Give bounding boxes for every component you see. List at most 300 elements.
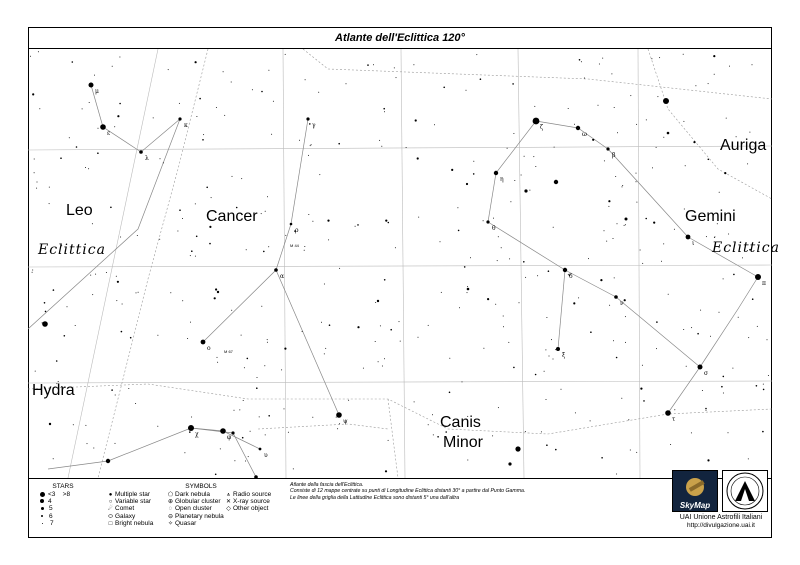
faint-star (653, 222, 655, 224)
faint-star (748, 337, 749, 338)
star-label: η (500, 176, 504, 183)
faint-star (153, 117, 154, 118)
faint-star (379, 140, 380, 141)
faint-star (195, 61, 197, 63)
faint-star (757, 326, 758, 327)
faint-star (457, 207, 458, 208)
faint-star (339, 268, 340, 269)
star (576, 126, 580, 130)
faint-star (642, 365, 643, 366)
star (515, 446, 520, 451)
faint-star (267, 196, 268, 197)
faint-star (449, 392, 451, 394)
boundary-line (28, 384, 772, 434)
faint-star (265, 434, 266, 435)
faint-star (355, 226, 356, 227)
faint-star (327, 220, 329, 222)
star (614, 295, 618, 299)
legend-row: ☄ Comet (107, 505, 135, 513)
faint-star (37, 182, 38, 183)
faint-star (35, 371, 36, 372)
faint-star (329, 324, 331, 326)
legend-symbols-title: SYMBOLS (185, 483, 217, 490)
faint-star (561, 389, 562, 390)
faint-star (234, 410, 235, 411)
faint-star (259, 416, 260, 417)
open-cluster-icon: ◌ (168, 506, 173, 513)
faint-star (534, 106, 535, 107)
faint-star (661, 261, 662, 262)
faint-star (85, 167, 86, 168)
faint-star (493, 218, 494, 219)
star-label: χ (195, 431, 199, 438)
faint-star (357, 326, 359, 328)
star (306, 117, 309, 120)
faint-star (396, 77, 397, 78)
org-url[interactable]: http://divulgazione.uai.it (687, 522, 755, 529)
star (89, 83, 94, 88)
faint-star (224, 115, 225, 116)
faint-star (756, 385, 758, 387)
planetary-nebula-icon: ⊖ (167, 513, 174, 520)
svg-text:SkyMap: SkyMap (679, 501, 711, 510)
faint-star (691, 327, 692, 328)
star (220, 428, 226, 434)
faint-star (304, 250, 305, 251)
faint-star (762, 431, 764, 433)
star-mag-icon (40, 499, 44, 503)
faint-star (590, 331, 592, 333)
faint-star (767, 339, 768, 340)
faint-star (384, 358, 385, 359)
faint-star (588, 258, 589, 259)
faint-star (217, 357, 218, 358)
star (188, 425, 194, 431)
star-label: α (280, 273, 285, 280)
faint-star (415, 119, 417, 121)
faint-star (656, 147, 657, 148)
map-notes (290, 482, 580, 501)
faint-star (49, 187, 50, 188)
star (625, 218, 628, 221)
faint-star (693, 141, 695, 143)
faint-star (645, 218, 647, 220)
legend-gt-label: >8 (62, 491, 71, 498)
star (217, 291, 219, 293)
legend-mag-row: 5 (38, 505, 88, 512)
star (274, 268, 278, 272)
notes-line: Le linee della griglia della Latitudine Eclittica sono distanti 5° una dall'altra (290, 494, 460, 501)
faint-star (170, 292, 171, 293)
faint-star (195, 256, 196, 257)
faint-star (708, 83, 709, 84)
faint-star (611, 73, 612, 74)
faint-star (622, 185, 623, 186)
faint-star (245, 461, 246, 462)
faint-star (187, 338, 188, 339)
uai-seal-logo (722, 470, 768, 512)
faint-star (241, 335, 242, 336)
faint-star (38, 51, 39, 52)
faint-star (82, 108, 83, 109)
boundary-line (388, 399, 398, 478)
faint-star (521, 175, 522, 176)
radio-source-icon: ⩚ (226, 492, 231, 498)
faint-star (513, 133, 514, 134)
faint-star (381, 146, 382, 147)
star-mag-icon (42, 523, 43, 524)
faint-star (592, 139, 594, 141)
faint-star (87, 443, 88, 444)
faint-star (191, 250, 193, 252)
faint-star (707, 459, 709, 461)
faint-star (428, 325, 429, 326)
faint-star (285, 235, 286, 236)
faint-star (541, 431, 542, 432)
faint-star (247, 358, 249, 360)
faint-star (325, 348, 326, 349)
faint-stars-layer (30, 51, 769, 475)
faint-star (487, 298, 489, 300)
faint-star (312, 417, 313, 418)
leo-line (91, 85, 180, 152)
faint-star (659, 57, 660, 58)
faint-star (257, 377, 258, 378)
faint-star (385, 470, 387, 472)
faint-star (462, 381, 463, 382)
faint-star (375, 302, 376, 303)
star-label: γ (312, 122, 316, 129)
faint-star (726, 118, 727, 119)
faint-star (196, 236, 198, 238)
faint-star (318, 92, 319, 93)
faint-star (581, 61, 582, 62)
faint-star (551, 339, 552, 340)
faint-star (553, 359, 554, 360)
faint-star (380, 325, 381, 326)
faint-star (248, 456, 249, 457)
legend-mag-row: 4 (38, 498, 88, 505)
legend-row: ⊕ Globular cluster (167, 498, 221, 506)
legend-row: ⬠ Dark nebula (167, 491, 211, 498)
faint-star (643, 400, 645, 402)
faint-star (378, 361, 379, 362)
faint-star (199, 98, 201, 100)
star (524, 189, 527, 192)
faint-star (231, 82, 232, 83)
star (106, 459, 110, 463)
faint-star (92, 223, 93, 224)
faint-star (622, 186, 623, 187)
faint-star (367, 64, 369, 66)
globular-cluster-icon: ⊕ (167, 499, 174, 506)
telescope-icon (673, 471, 717, 511)
faint-star (73, 424, 74, 425)
notes-line: Consiste di 12 mappe centrate su punti di Longitudine Eclittica distanti 30° a partire dal Punto Gamma. (290, 488, 526, 495)
star-label: ρ (295, 227, 299, 234)
faint-star (600, 279, 602, 281)
faint-star (32, 93, 34, 95)
ecliptic-label-left: Eclittica (38, 242, 106, 258)
faint-star (710, 336, 711, 337)
faint-star (498, 407, 499, 408)
star (563, 268, 567, 272)
faint-star (535, 166, 536, 167)
faint-star (115, 443, 116, 444)
faint-star (243, 400, 244, 401)
faint-star (288, 432, 289, 433)
star (494, 171, 498, 175)
faint-star (44, 302, 46, 304)
faint-star (464, 266, 466, 268)
faint-star (49, 203, 50, 204)
faint-star (293, 468, 294, 469)
star (686, 235, 691, 240)
faint-star (72, 61, 74, 63)
faint-star (310, 145, 311, 146)
star-map[interactable] (28, 49, 772, 478)
grid-lon-line (401, 49, 405, 478)
star (290, 223, 293, 226)
faint-star (510, 201, 511, 202)
faint-star (56, 360, 58, 362)
faint-star (209, 243, 211, 245)
faint-star (67, 306, 68, 307)
leo-line (28, 119, 180, 329)
star (49, 423, 51, 425)
faint-star (748, 458, 749, 459)
faint-star (388, 440, 389, 441)
faint-star (614, 107, 615, 108)
star (556, 347, 560, 351)
faint-star (466, 183, 468, 185)
faint-star (584, 78, 585, 79)
deep-sky-label: M 67 (224, 349, 233, 354)
legend-symbols-col3 (224, 483, 294, 513)
faint-star (630, 450, 631, 451)
hydra-line (48, 428, 256, 477)
faint-star (728, 234, 729, 235)
faint-star (53, 458, 54, 459)
faint-star (546, 317, 547, 318)
faint-star (267, 342, 268, 343)
faint-star (651, 58, 652, 59)
faint-star (206, 187, 208, 189)
faint-star (256, 387, 258, 389)
faint-star (508, 342, 509, 343)
faint-star (36, 188, 37, 189)
star (201, 340, 206, 345)
faint-star (706, 236, 707, 237)
faint-star (85, 425, 86, 426)
faint-star (606, 241, 607, 242)
faint-star (385, 220, 387, 222)
faint-star (202, 139, 204, 141)
faint-star (749, 132, 750, 133)
faint-star (223, 71, 224, 72)
faint-star (32, 272, 33, 273)
faint-star (117, 115, 119, 117)
faint-star (604, 160, 605, 161)
legend-row: ⊖ Planetary nebula (167, 512, 224, 520)
faint-star (242, 437, 244, 439)
faint-star (628, 419, 629, 420)
faint-star (555, 349, 556, 350)
faint-star (674, 409, 675, 410)
faint-star (670, 444, 671, 445)
faint-star (209, 226, 211, 228)
faint-star (609, 305, 610, 306)
faint-star (268, 246, 269, 247)
star-label: β (612, 152, 616, 159)
faint-star (723, 376, 725, 378)
faint-star (418, 337, 419, 338)
faint-star (60, 157, 62, 159)
constellation-label-minor: Minor (443, 434, 484, 451)
gemini-line (668, 277, 758, 413)
faint-star (624, 299, 626, 301)
star (606, 147, 609, 150)
faint-star (97, 152, 99, 154)
star (554, 180, 558, 184)
faint-star (467, 292, 468, 293)
star-label: ψ (343, 418, 348, 425)
constellation-label-hydra: Hydra (32, 382, 75, 399)
faint-star (128, 388, 129, 389)
star (377, 300, 379, 302)
faint-star (700, 310, 701, 311)
constellation-label-auriga: Auriga (720, 137, 767, 154)
faint-star (674, 229, 675, 230)
faint-star (459, 307, 460, 308)
faint-star (683, 121, 684, 122)
faint-star (636, 173, 637, 174)
faint-star (30, 56, 31, 57)
faint-star (706, 410, 707, 411)
faint-star (217, 362, 218, 363)
faint-star (324, 284, 325, 285)
faint-star (346, 83, 347, 84)
faint-star (312, 221, 313, 222)
multiple-star-icon: ● (108, 492, 113, 498)
faint-star (601, 457, 603, 459)
faint-star (747, 163, 748, 164)
faint-star (115, 395, 116, 396)
faint-star (729, 66, 730, 67)
faint-star (122, 304, 123, 305)
faint-star (554, 147, 555, 148)
faint-star (69, 137, 70, 138)
faint-star (267, 339, 268, 340)
faint-star (466, 90, 467, 91)
faint-star (656, 321, 658, 323)
faint-star (467, 286, 468, 287)
faint-star (394, 67, 395, 68)
star (667, 132, 670, 135)
faint-star (574, 124, 575, 125)
faint-star (668, 294, 669, 295)
star (336, 412, 342, 418)
faint-star (652, 167, 653, 168)
faint-star (451, 169, 453, 171)
faint-star (92, 84, 93, 85)
faint-star (529, 190, 530, 191)
faint-star (88, 168, 89, 169)
faint-star (714, 236, 715, 237)
faint-star (348, 400, 349, 401)
faint-star (473, 161, 474, 162)
faint-star (382, 366, 383, 367)
ecliptic-label-right: Eclittica (712, 240, 780, 256)
faint-star (92, 294, 93, 295)
star-label: ν (620, 300, 624, 307)
faint-star (525, 277, 526, 278)
faint-star (363, 368, 364, 369)
star-label: υ (264, 452, 268, 459)
star (508, 462, 511, 465)
faint-star (514, 180, 515, 181)
faint-star (184, 452, 185, 453)
legend-stars (38, 483, 88, 527)
faint-star (615, 176, 616, 177)
faint-star (383, 108, 385, 110)
star-label: δ (569, 273, 573, 280)
faint-star (220, 448, 221, 449)
constellation-lines (28, 85, 758, 477)
faint-star (261, 91, 263, 93)
faint-star (663, 137, 664, 138)
faint-star (395, 247, 396, 248)
faint-star (617, 223, 618, 224)
grid-lat-line (28, 146, 772, 150)
star (533, 118, 540, 125)
faint-star (640, 250, 641, 251)
faint-star (548, 270, 550, 272)
faint-star (497, 260, 498, 261)
faint-star (599, 64, 600, 65)
faint-star (501, 247, 502, 248)
ecliptic-grid (28, 49, 772, 478)
faint-star (189, 431, 191, 433)
faint-star (723, 278, 724, 279)
star-label: ε (107, 130, 111, 137)
star-label: ζ (540, 124, 544, 131)
faint-star (617, 132, 618, 133)
faint-star (215, 288, 217, 290)
star (42, 321, 48, 327)
faint-star (713, 55, 715, 57)
cancer-line (203, 119, 308, 342)
faint-star (196, 116, 197, 117)
star (178, 117, 181, 120)
faint-star (261, 213, 262, 214)
faint-star (575, 412, 576, 413)
faint-star (498, 236, 499, 237)
star (259, 448, 262, 451)
star-mag-icon (41, 507, 44, 510)
faint-star (231, 310, 232, 311)
faint-star (305, 79, 306, 80)
map-title: Atlante dell'Eclittica 120° (28, 27, 772, 49)
faint-star (203, 134, 204, 135)
faint-star (728, 432, 729, 433)
boundary-line (98, 49, 208, 478)
faint-star (399, 321, 400, 322)
faint-star (476, 54, 477, 55)
faint-star (39, 108, 40, 109)
faint-star (663, 243, 664, 244)
faint-star (375, 341, 376, 342)
